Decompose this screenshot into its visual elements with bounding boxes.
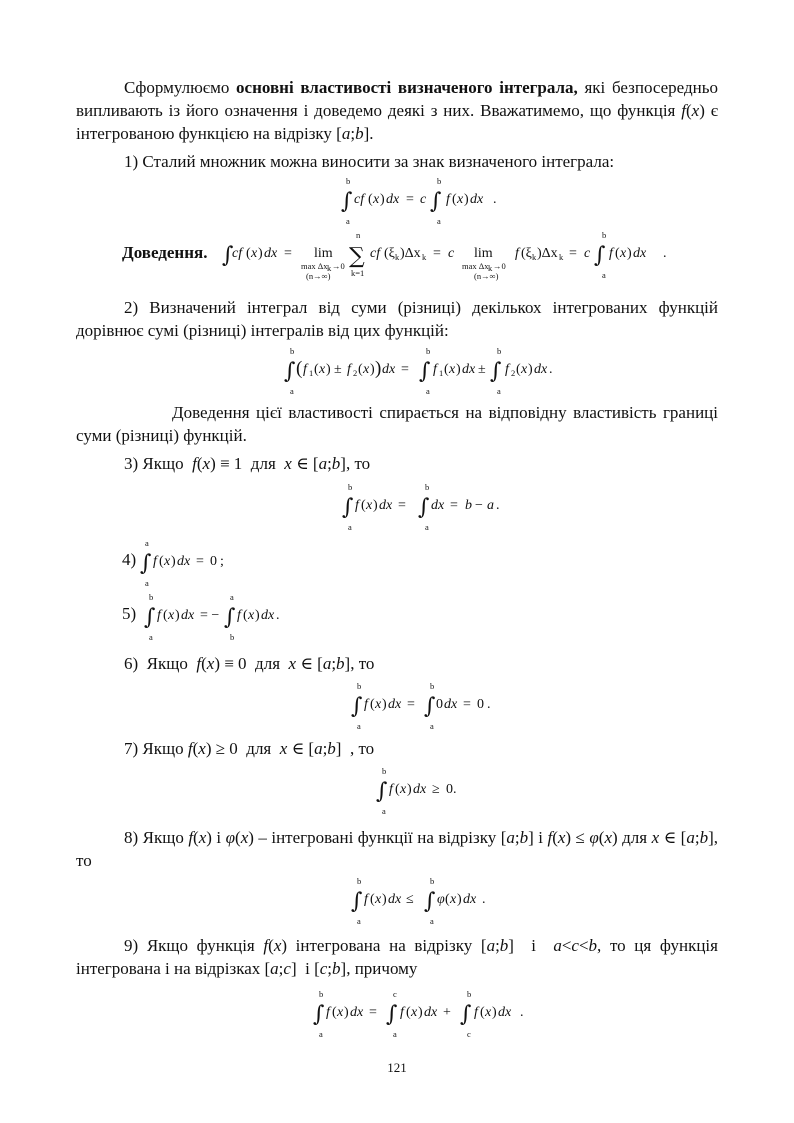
svg-text:(: (	[314, 362, 319, 377]
svg-text:.: .	[520, 1005, 524, 1020]
svg-text:f: f	[326, 1005, 330, 1020]
svg-text:=: =	[407, 697, 415, 712]
svg-text:2: 2	[353, 368, 358, 378]
svg-text:f: f	[515, 246, 519, 261]
svg-text:a: a	[230, 592, 234, 602]
svg-text:f: f	[505, 362, 509, 377]
svg-text:(: (	[370, 697, 375, 712]
svg-text:b: b	[467, 989, 472, 999]
svg-text:=: =	[433, 246, 441, 261]
svg-text:.: .	[482, 892, 486, 907]
svg-text:f: f	[364, 892, 368, 907]
svg-text:=: =	[569, 246, 577, 261]
svg-text:f: f	[400, 1005, 404, 1020]
svg-text:f: f	[364, 697, 368, 712]
svg-text:b: b	[430, 681, 435, 691]
svg-text:): )	[457, 892, 462, 907]
prop6-text: 6) Якщо f(x) ≡ 0 для x ∈ [a;b], то	[124, 654, 375, 673]
svg-text:b: b	[382, 766, 387, 776]
svg-text:a: a	[145, 578, 149, 588]
svg-text:∫: ∫	[424, 889, 436, 914]
svg-text:dx: dx	[379, 498, 393, 513]
svg-text:f: f	[433, 362, 437, 377]
svg-text:≤: ≤	[406, 892, 414, 907]
svg-text:c: c	[467, 1029, 471, 1039]
svg-text:a: a	[290, 386, 294, 396]
prop1-proof	[0, 226, 794, 284]
svg-text:∫: ∫	[386, 1002, 398, 1027]
svg-text:.: .	[276, 608, 280, 623]
svg-text:= −: = −	[200, 608, 220, 623]
svg-text:−: −	[475, 498, 483, 513]
svg-text:dx: dx	[424, 1005, 438, 1020]
page-number: 121	[387, 1060, 407, 1075]
svg-text:=: =	[196, 554, 204, 569]
svg-text:.: .	[496, 498, 500, 513]
svg-text:b: b	[357, 681, 362, 691]
prop3-formula	[0, 478, 794, 536]
svg-text:a: a	[430, 916, 434, 926]
svg-text:): )	[380, 192, 385, 207]
svg-text:→0: →0	[493, 261, 506, 271]
svg-text:a: a	[357, 916, 361, 926]
prop9-text: 9) Якщо функція f(x) інтегрована на відрізку [a;b] і a<c<b, то ця функція інтегрована і на відрізках [a;c] і [c;b], причому	[76, 936, 718, 978]
svg-text:)Δx: )Δx	[400, 246, 421, 261]
svg-text:a: a	[430, 721, 434, 731]
svg-text:x: x	[363, 362, 370, 377]
svg-text:dx: dx	[498, 1005, 512, 1020]
svg-text:x: x	[411, 1005, 418, 1020]
svg-text:0: 0	[436, 697, 443, 712]
svg-text:∫: ∫	[376, 779, 388, 804]
svg-text:x: x	[168, 608, 175, 623]
svg-text:f: f	[474, 1005, 478, 1020]
svg-text:dx: dx	[463, 892, 477, 907]
svg-text:x: x	[400, 782, 407, 797]
svg-text:b: b	[319, 989, 324, 999]
svg-text:∫: ∫	[419, 359, 431, 384]
svg-text:x: x	[366, 498, 373, 513]
svg-text:dx: dx	[388, 697, 402, 712]
svg-text:dx: dx	[388, 892, 402, 907]
prop8-text: 8) Якщо f(x) і φ(x) – інтегровані функції на відрізку [a;b] і f(x) ≤ φ(x) для x ∈ [a;b], то	[76, 828, 718, 870]
svg-text:(ξ: (ξ	[521, 246, 532, 261]
svg-text:(: (	[296, 358, 303, 379]
svg-text:∫: ∫	[430, 189, 442, 214]
prop2-note: Доведення цієї властивості спирається на відповідну властивість границі суми (різниці) функцій.	[76, 403, 718, 445]
svg-text:(: (	[358, 362, 363, 377]
svg-text:(: (	[406, 1005, 411, 1020]
svg-text:5): 5)	[122, 604, 137, 623]
svg-text:x: x	[375, 697, 382, 712]
prop3-text: 3) Якщо f(x) ≡ 1 для x ∈ [a;b], то	[124, 454, 371, 473]
svg-text:x: x	[449, 362, 456, 377]
svg-text:): )	[456, 362, 461, 377]
svg-text:dx: dx	[264, 246, 278, 261]
svg-text:dx: dx	[444, 697, 458, 712]
svg-text:k: k	[422, 252, 427, 262]
svg-text:): )	[373, 498, 378, 513]
svg-text:∫: ∫	[140, 551, 152, 576]
prop2-text: 2) Визначений інтеграл від суми (різниці) декількох інтегрованих функцій дорівнює сумі (різниці) інтегралів від цих функцій:	[76, 298, 718, 340]
intro-bold-phrase: основні властивості визначеного інтеграла,	[236, 78, 578, 97]
intro-text-start: Сформулюємо	[124, 78, 237, 97]
svg-text:b: b	[149, 592, 154, 602]
svg-text:a: a	[425, 522, 429, 532]
svg-text:lim: lim	[474, 246, 493, 261]
svg-text:(: (	[361, 498, 366, 513]
svg-text:φ: φ	[437, 892, 445, 907]
svg-text:(n→∞): (n→∞)	[306, 271, 331, 281]
svg-text:): )	[175, 608, 180, 623]
svg-text:∫: ∫	[351, 694, 363, 719]
svg-text:a: a	[346, 216, 350, 226]
svg-text:;: ;	[220, 554, 224, 569]
prop1-formula	[0, 172, 794, 230]
svg-text:a: a	[497, 386, 501, 396]
svg-text:dx: dx	[350, 1005, 364, 1020]
svg-text:∫: ∫	[594, 243, 606, 268]
svg-text:dx: dx	[261, 608, 275, 623]
svg-text:)Δx: )Δx	[537, 246, 558, 261]
svg-text:(n→∞): (n→∞)	[474, 271, 499, 281]
svg-text:x: x	[375, 892, 382, 907]
svg-text:0: 0	[210, 554, 217, 569]
svg-text:f: f	[347, 362, 351, 377]
svg-text:): )	[627, 246, 632, 261]
svg-text:x: x	[620, 246, 627, 261]
svg-text:x: x	[521, 362, 528, 377]
svg-text:f: f	[153, 554, 157, 569]
svg-text:=: =	[284, 246, 292, 261]
svg-text:f: f	[355, 498, 359, 513]
svg-text:k=1: k=1	[351, 268, 365, 278]
svg-text:f: f	[609, 246, 613, 261]
svg-text:±: ±	[334, 362, 342, 377]
svg-text:(: (	[332, 1005, 337, 1020]
svg-text:∫: ∫	[224, 605, 236, 630]
svg-text:): )	[258, 246, 263, 261]
prop2-formula	[0, 342, 794, 400]
svg-text:∫: ∫	[424, 694, 436, 719]
svg-text:∫: ∫	[351, 889, 363, 914]
svg-text:.: .	[493, 192, 497, 207]
prop4-formula	[0, 534, 794, 592]
svg-text:1: 1	[309, 368, 314, 378]
svg-text:dx: dx	[633, 246, 647, 261]
prop8-formula	[0, 872, 794, 930]
svg-text:(: (	[444, 362, 449, 377]
intro-paragraph	[76, 76, 718, 145]
svg-text:b: b	[430, 876, 435, 886]
svg-text:(: (	[159, 554, 164, 569]
svg-text:∫: ∫	[490, 359, 502, 384]
svg-text:(: (	[163, 608, 168, 623]
svg-text:=: =	[463, 697, 471, 712]
svg-text:1: 1	[439, 368, 444, 378]
svg-text:(: (	[615, 246, 620, 261]
svg-text:b: b	[426, 346, 431, 356]
svg-text:.: .	[487, 697, 491, 712]
svg-text:∫: ∫	[460, 1002, 472, 1027]
svg-text:x: x	[319, 362, 326, 377]
prop9-formula	[0, 985, 794, 1043]
svg-text:∫: ∫	[342, 495, 354, 520]
svg-text:f: f	[157, 608, 161, 623]
svg-text:): )	[375, 358, 382, 379]
svg-text:): )	[326, 362, 331, 377]
svg-text:dx: dx	[181, 608, 195, 623]
svg-text:cf: cf	[370, 246, 381, 261]
svg-text:(: (	[516, 362, 521, 377]
svg-text:c: c	[584, 246, 591, 261]
svg-text:): )	[418, 1005, 423, 1020]
svg-text:dx: dx	[462, 362, 476, 377]
svg-text:(ξ: (ξ	[384, 246, 395, 261]
svg-text:x: x	[485, 1005, 492, 1020]
svg-text:.: .	[549, 362, 553, 377]
svg-text:2: 2	[511, 368, 516, 378]
svg-text:0: 0	[477, 697, 484, 712]
svg-text:dx: dx	[413, 782, 427, 797]
svg-text:): )	[344, 1005, 349, 1020]
svg-text:(: (	[445, 892, 450, 907]
svg-text:k: k	[559, 252, 564, 262]
svg-text:f: f	[446, 192, 450, 207]
intro-text-end: які безпосередньо випливають із його означення і доведемо деякі з них. Вважатимемо, що функція f(x) є інтегрованою функцією на відрізку [a;b].	[76, 78, 718, 143]
svg-text:b: b	[497, 346, 502, 356]
svg-text:∑: ∑	[349, 244, 365, 269]
svg-text:=: =	[450, 498, 458, 513]
svg-text:dx: dx	[177, 554, 191, 569]
svg-text:f: f	[303, 362, 307, 377]
svg-text:cf: cf	[232, 246, 243, 261]
svg-text:k: k	[532, 252, 537, 262]
svg-text:→0: →0	[332, 261, 345, 271]
svg-text:a: a	[149, 632, 153, 642]
svg-text:c: c	[448, 246, 455, 261]
svg-text:lim: lim	[314, 246, 333, 261]
svg-text:x: x	[450, 892, 457, 907]
svg-text:(: (	[480, 1005, 485, 1020]
svg-text:c: c	[420, 192, 427, 207]
svg-text:0.: 0.	[446, 782, 457, 797]
svg-text:+: +	[443, 1005, 451, 1020]
svg-text:b: b	[425, 482, 430, 492]
svg-text:): )	[407, 782, 412, 797]
svg-text:4): 4)	[122, 550, 137, 569]
svg-text:∫: ∫	[313, 1002, 325, 1027]
svg-text:a: a	[393, 1029, 397, 1039]
svg-text:): )	[464, 192, 469, 207]
svg-text:c: c	[393, 989, 397, 999]
svg-text:a: a	[357, 721, 361, 731]
svg-text:x: x	[248, 608, 255, 623]
svg-text:f: f	[389, 782, 393, 797]
svg-text:a: a	[145, 538, 149, 548]
svg-text:): )	[528, 362, 533, 377]
svg-text:k: k	[395, 252, 400, 262]
svg-text:≥: ≥	[432, 782, 440, 797]
prop1-text: 1) Сталий множник можна виносити за знак визначеного інтеграла:	[124, 152, 615, 171]
svg-text:): )	[255, 608, 260, 623]
svg-text:(: (	[246, 246, 251, 261]
svg-text:b: b	[230, 632, 235, 642]
prop7-formula	[0, 762, 794, 820]
svg-text:a: a	[382, 806, 386, 816]
svg-text:cf: cf	[354, 192, 365, 207]
svg-text:k: k	[327, 263, 332, 273]
svg-text:n: n	[356, 230, 361, 240]
prop5-formula	[0, 588, 794, 646]
svg-text:dx: dx	[534, 362, 548, 377]
svg-text:b: b	[290, 346, 295, 356]
svg-text:b: b	[346, 176, 351, 186]
svg-text:±: ±	[478, 362, 486, 377]
svg-text:a: a	[437, 216, 441, 226]
svg-text:(: (	[243, 608, 248, 623]
svg-text:∫: ∫	[418, 495, 430, 520]
svg-text:a: a	[319, 1029, 323, 1039]
svg-text:x: x	[373, 192, 380, 207]
svg-text:dx: dx	[382, 362, 396, 377]
svg-text:dx: dx	[431, 498, 445, 513]
svg-text:x: x	[251, 246, 258, 261]
svg-text:a: a	[426, 386, 430, 396]
svg-text:(: (	[452, 192, 457, 207]
svg-text:k: k	[488, 263, 493, 273]
svg-text:f: f	[237, 608, 241, 623]
svg-text:): )	[382, 892, 387, 907]
svg-text:=: =	[406, 192, 414, 207]
svg-text:max Δx: max Δx	[301, 261, 328, 271]
svg-text:b: b	[437, 176, 442, 186]
svg-text:a: a	[602, 270, 606, 280]
svg-text:∫: ∫	[222, 243, 234, 268]
svg-text:): )	[370, 362, 375, 377]
prop7-text: 7) Якщо f(x) ≥ 0 для x ∈ [a;b] , то	[124, 739, 375, 758]
svg-text:a: a	[487, 498, 494, 513]
svg-text:b: b	[357, 876, 362, 886]
svg-text:(: (	[395, 782, 400, 797]
svg-text:(: (	[370, 892, 375, 907]
svg-text:x: x	[337, 1005, 344, 1020]
svg-text:(: (	[368, 192, 373, 207]
svg-text:x: x	[457, 192, 464, 207]
svg-text:∫: ∫	[284, 359, 296, 384]
svg-text:b: b	[348, 482, 353, 492]
svg-text:): )	[492, 1005, 497, 1020]
svg-text:Доведення.: Доведення.	[122, 243, 208, 262]
svg-text:∫: ∫	[341, 189, 353, 214]
svg-text:b: b	[465, 498, 472, 513]
svg-text:dx: dx	[470, 192, 484, 207]
svg-text:b: b	[602, 230, 607, 240]
svg-text:max Δx: max Δx	[462, 261, 489, 271]
prop6-formula	[0, 677, 794, 735]
svg-text:): )	[171, 554, 176, 569]
svg-text:.: .	[663, 246, 667, 261]
svg-text:∫: ∫	[144, 605, 156, 630]
svg-text:): )	[382, 697, 387, 712]
svg-text:=: =	[369, 1005, 377, 1020]
svg-text:a: a	[348, 522, 352, 532]
svg-text:dx: dx	[386, 192, 400, 207]
svg-text:=: =	[398, 498, 406, 513]
svg-text:x: x	[164, 554, 171, 569]
svg-text:=: =	[401, 362, 409, 377]
